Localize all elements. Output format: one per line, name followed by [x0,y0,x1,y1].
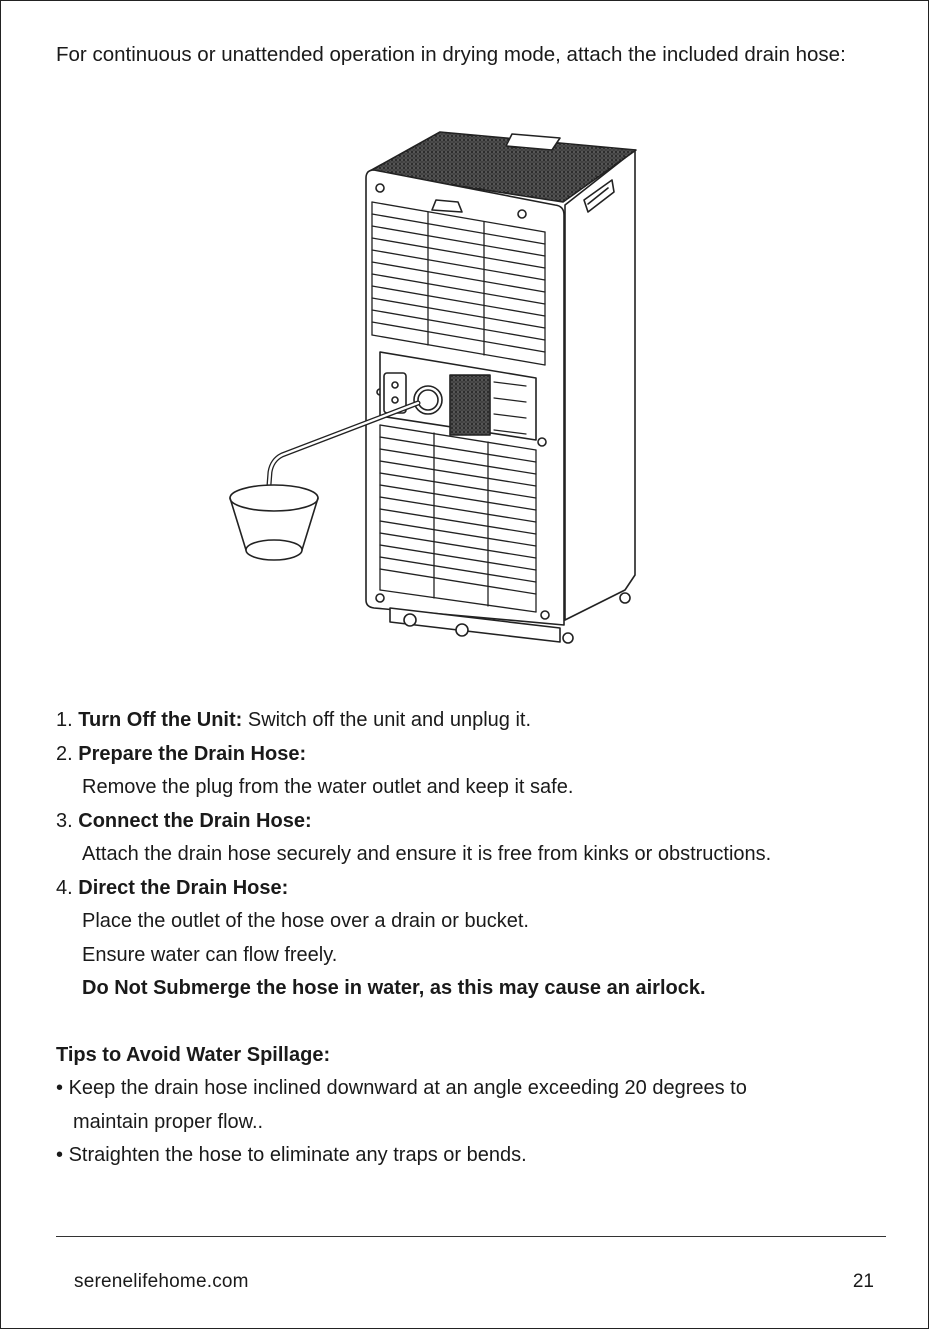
tip-text: Keep the drain hose inclined downward at an angle exceeding 20 degrees to [68,1077,747,1099]
instruction-steps [56,704,896,1173]
bullet-icon: • [56,1144,64,1166]
step-text: Place the outlet of the hose over a drain or bucket. [82,910,529,932]
footer-website: serenelifehome.com [74,1271,249,1292]
step-title: Direct the Drain Hose: [78,876,289,899]
tips-heading: Tips to Avoid Water Spillage: [56,1043,331,1066]
bullet-icon: • [56,1077,64,1099]
step-1 [56,704,896,738]
step-text: Switch off the unit and unplug it. [242,709,532,731]
step-title: Turn Off the Unit: [78,709,243,731]
step-3 [56,805,896,839]
step-number: 4. [56,876,73,899]
tip-text: Straighten the hose to eliminate any traps or bends. [68,1144,527,1166]
tip-text-continued: maintain proper flow.. [73,1110,264,1133]
spacer [56,1006,896,1039]
page-number: 21 [852,1271,874,1292]
step-text: Attach the drain hose securely and ensure it is free from kinks or obstructions. [82,843,772,865]
tip-item [56,1139,896,1173]
intro-paragraph: For continuous or unattended operation in drying mode, attach the included drain hose: [56,43,846,66]
portable-air-conditioner-icon [200,120,680,660]
warning-text: Do Not Submerge the hose in water, as this may cause an airlock. [82,977,706,999]
step-2 [56,738,896,772]
footer-divider [56,1236,886,1237]
step-number: 3. [56,809,73,832]
step-text: Ensure water can flow freely. [82,943,338,966]
step-number: 1. [56,709,73,731]
step-number: 2. [56,742,73,765]
step-title: Connect the Drain Hose: [78,809,312,832]
tip-item [56,1072,896,1106]
step-title: Prepare the Drain Hose: [78,742,307,765]
step-text: Remove the plug from the water outlet and keep it safe. [82,776,574,798]
step-4 [56,872,896,906]
